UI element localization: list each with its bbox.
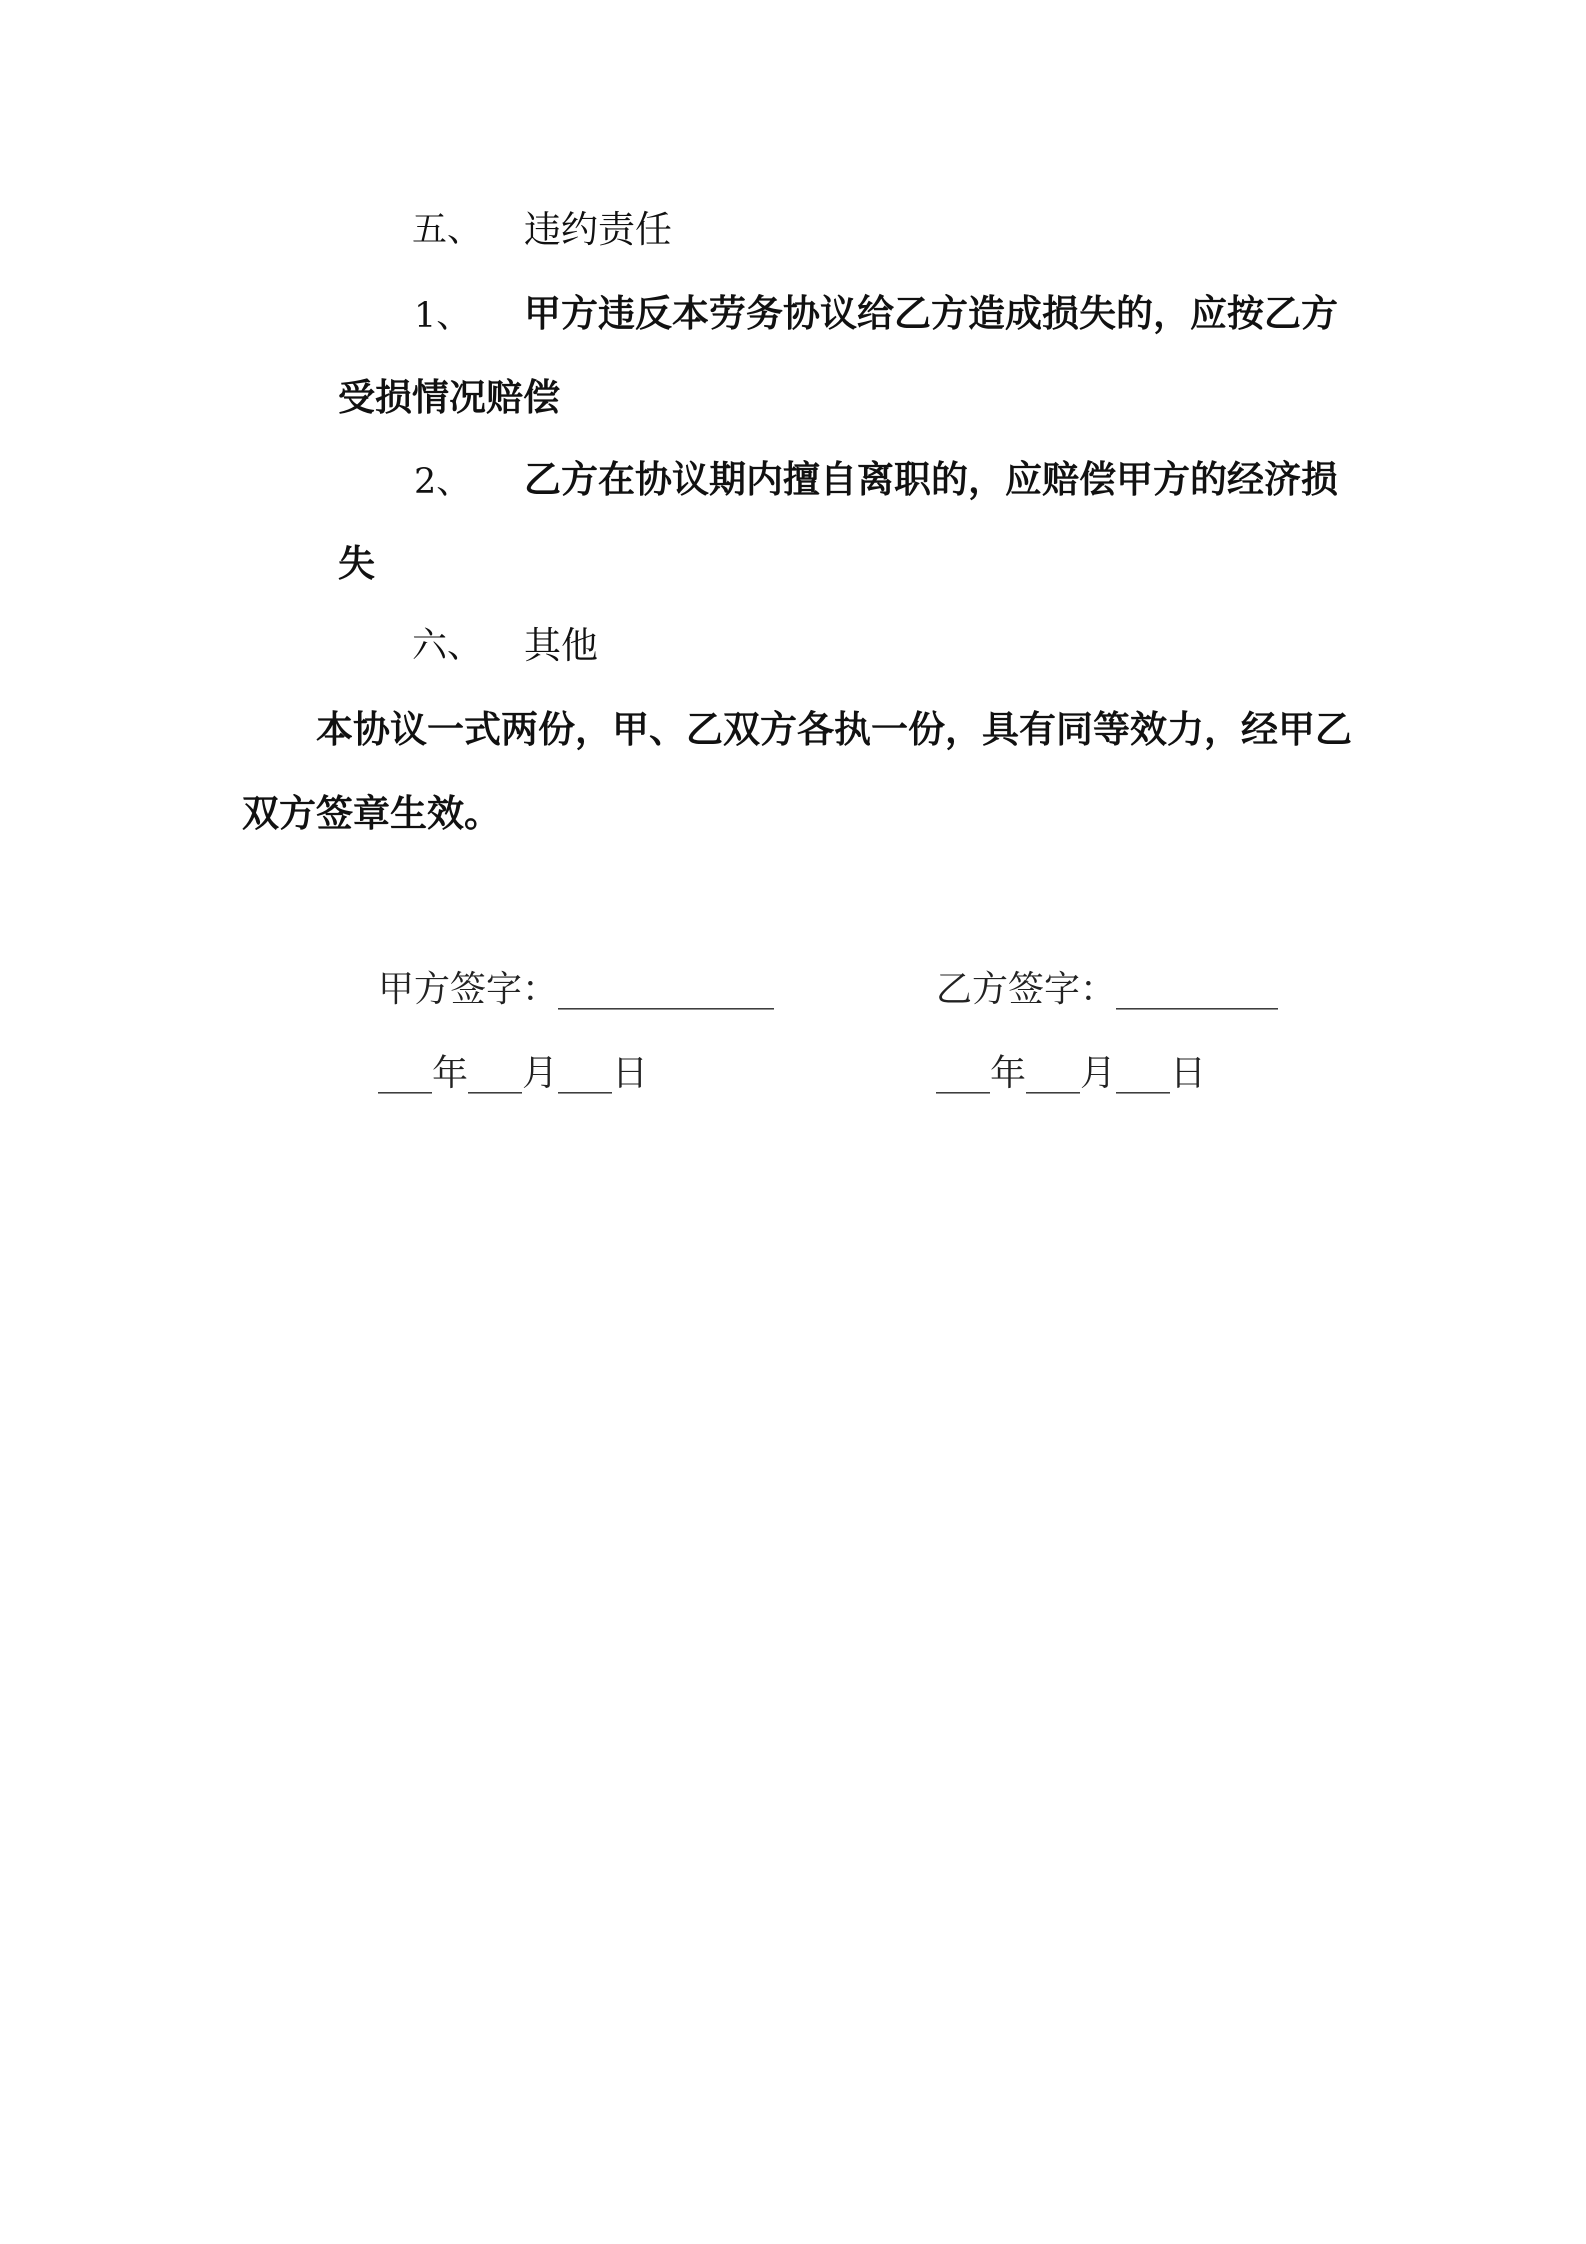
section-6-body-line-1: 本协议一式两份，甲、乙双方各执一份，具有同等效力，经甲乙 [316,708,1352,751]
item-2-line-2: 失 [338,542,375,585]
section-6-body-line-2: 双方签章生效。 [242,792,501,835]
section-6-number: 六、 [412,626,483,666]
item-1-line-1: 甲方违反本劳务协议给乙方造成损失的，应按乙方 [524,292,1338,335]
party-a-signature: 甲方签字：____________ [378,969,775,1010]
item-2-number: 2、 [414,462,472,502]
section-6-title: 其他 [524,624,598,667]
party-b-date: ___年___月___日 [936,1053,1207,1094]
item-1-number: 1、 [414,296,472,336]
party-a-date: ___年___月___日 [378,1053,649,1094]
section-5-title: 违约责任 [524,208,672,251]
section-5-number: 五、 [412,210,483,250]
party-b-signature: 乙方签字：_________ [936,969,1279,1010]
item-2-line-1: 乙方在协议期内擅自离职的，应赔偿甲方的经济损 [524,458,1338,501]
item-1-line-2: 受损情况赔偿 [338,376,560,419]
